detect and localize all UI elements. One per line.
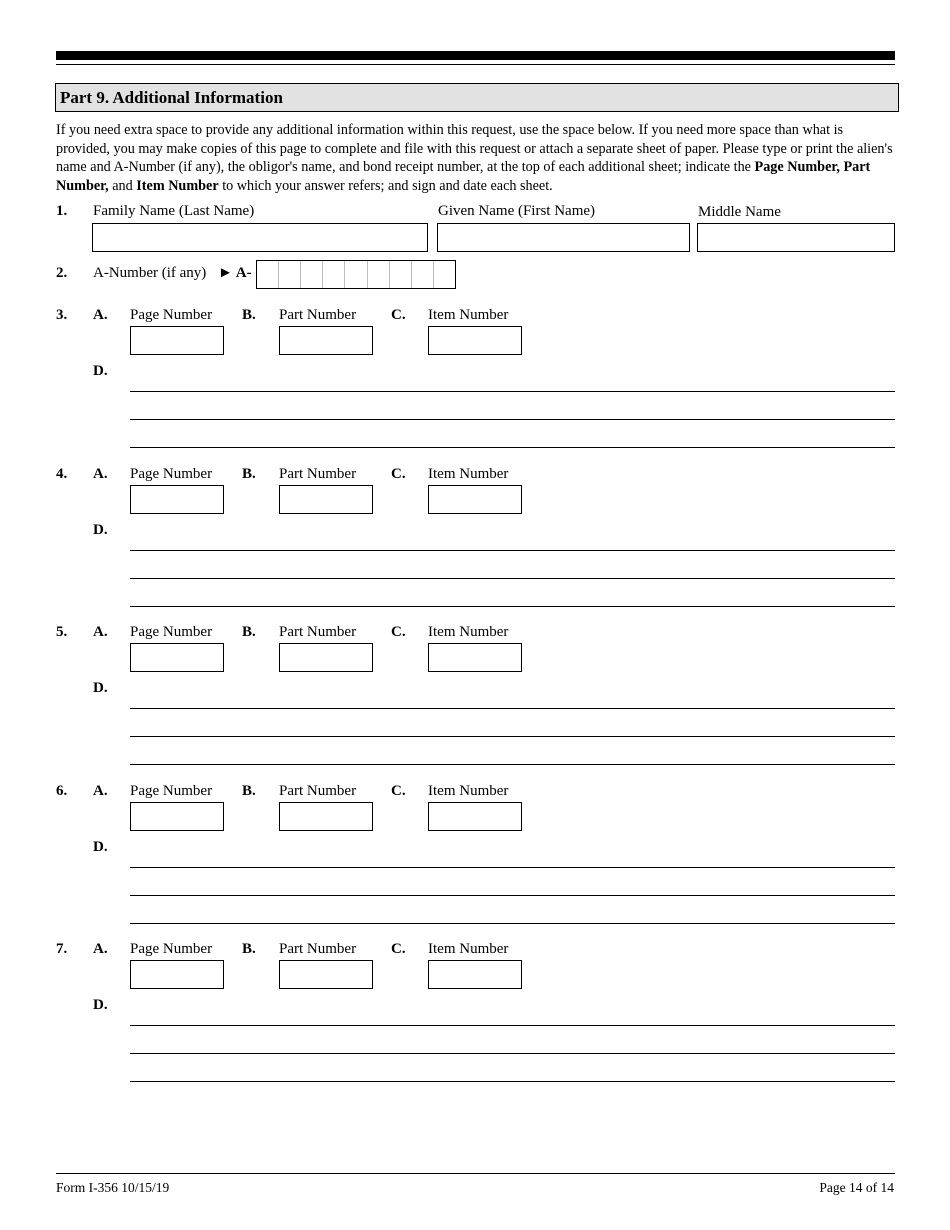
item-number-label: Item Number bbox=[428, 941, 509, 957]
page-number-field[interactable] bbox=[130, 960, 224, 989]
footer-rule bbox=[56, 1173, 895, 1174]
sub-c-label: C. bbox=[391, 941, 406, 957]
part-title: Part 9. Additional Information bbox=[60, 88, 283, 107]
page-number: Page 14 of 14 bbox=[819, 1180, 894, 1195]
form-id: Form I-356 10/15/19 bbox=[56, 1180, 170, 1195]
answer-line[interactable] bbox=[130, 1025, 895, 1026]
sub-c-label: C. bbox=[391, 624, 406, 640]
header-thick-rule bbox=[56, 51, 895, 60]
item-1-number: 1. bbox=[56, 203, 68, 219]
part-number-label: Part Number bbox=[279, 307, 357, 323]
page-number-label: Page Number bbox=[130, 466, 213, 482]
item-number-field[interactable] bbox=[428, 485, 522, 514]
part-number-field[interactable] bbox=[279, 802, 373, 831]
part-number-label: Part Number bbox=[279, 624, 357, 640]
sub-b-label: B. bbox=[242, 307, 256, 323]
part-9-header bbox=[55, 83, 899, 112]
item-number-label: Item Number bbox=[428, 624, 509, 640]
item-number: 3. bbox=[56, 307, 68, 323]
sub-b-label: B. bbox=[242, 624, 256, 640]
instructions-paragraph bbox=[56, 121, 898, 195]
sub-b-label: B. bbox=[242, 941, 256, 957]
intro-text-1: If you need extra space to provide any additional information within this request, use the space below. If you need more space than what is provided, you may make copies of this page to complete and file with this request or attach a separate sheet of paper. Please type or print the alien's name and A-Number (if any), the obligor's name, and bond receipt number, at the top of each additional sheet; indicate the bbox=[56, 122, 893, 175]
sub-a-label: A. bbox=[93, 466, 108, 482]
part-number-field[interactable] bbox=[279, 960, 373, 989]
a-number-cell bbox=[279, 261, 301, 288]
intro-bold-1: Page Number, Part Number, bbox=[56, 159, 871, 194]
family-name-label: Family Name (Last Name) bbox=[93, 203, 255, 219]
sub-c-label: C. bbox=[391, 466, 406, 482]
item-2-number: 2. bbox=[56, 265, 68, 281]
answer-line[interactable] bbox=[130, 923, 895, 924]
answer-line[interactable] bbox=[130, 736, 895, 737]
sub-c-label: C. bbox=[391, 307, 406, 323]
answer-line[interactable] bbox=[130, 419, 895, 420]
answer-line[interactable] bbox=[130, 708, 895, 709]
middle-name-field[interactable] bbox=[697, 223, 895, 252]
a-number-cell bbox=[301, 261, 323, 288]
item-number-field[interactable] bbox=[428, 643, 522, 672]
sub-d-label: D. bbox=[93, 680, 108, 696]
sub-a-label: A. bbox=[93, 624, 108, 640]
page-number-field[interactable] bbox=[130, 326, 224, 355]
item-number-field[interactable] bbox=[428, 802, 522, 831]
answer-line[interactable] bbox=[130, 578, 895, 579]
answer-line[interactable] bbox=[130, 764, 895, 765]
page-number-field[interactable] bbox=[130, 485, 224, 514]
answer-line[interactable] bbox=[130, 391, 895, 392]
sub-d-label: D. bbox=[93, 839, 108, 855]
page-number-field[interactable] bbox=[130, 643, 224, 672]
answer-line[interactable] bbox=[130, 447, 895, 448]
a-number-label: A-Number (if any) bbox=[93, 265, 207, 281]
a-number-cell bbox=[257, 261, 279, 288]
part-number-label: Part Number bbox=[279, 466, 357, 482]
sub-d-label: D. bbox=[93, 363, 108, 379]
item-number-field[interactable] bbox=[428, 960, 522, 989]
a-number-cell bbox=[412, 261, 434, 288]
item-number: 4. bbox=[56, 466, 68, 482]
part-number-field[interactable] bbox=[279, 485, 373, 514]
a-number-cell bbox=[368, 261, 390, 288]
item-number-label: Item Number bbox=[428, 466, 509, 482]
sub-a-label: A. bbox=[93, 307, 108, 323]
intro-text-3: to which your answer refers; and sign and date each sheet. bbox=[218, 177, 553, 194]
item-number: 6. bbox=[56, 783, 68, 799]
answer-line[interactable] bbox=[130, 1053, 895, 1054]
answer-line[interactable] bbox=[130, 550, 895, 551]
page-number-label: Page Number bbox=[130, 941, 213, 957]
header-thin-rule bbox=[56, 64, 895, 65]
item-number-label: Item Number bbox=[428, 307, 509, 323]
a-number-cell bbox=[434, 261, 455, 288]
a-number-field[interactable] bbox=[256, 260, 456, 289]
item-number: 7. bbox=[56, 941, 68, 957]
intro-text-2: and bbox=[108, 177, 137, 194]
answer-line[interactable] bbox=[130, 606, 895, 607]
given-name-field[interactable] bbox=[437, 223, 690, 252]
answer-line[interactable] bbox=[130, 867, 895, 868]
part-number-field[interactable] bbox=[279, 326, 373, 355]
a-number-cell bbox=[390, 261, 412, 288]
part-number-label: Part Number bbox=[279, 783, 357, 799]
a-number-cell bbox=[323, 261, 345, 288]
a-number-prefix: ► A- bbox=[218, 265, 252, 281]
item-number-field[interactable] bbox=[428, 326, 522, 355]
sub-b-label: B. bbox=[242, 783, 256, 799]
page-number-label: Page Number bbox=[130, 783, 213, 799]
page-number-label: Page Number bbox=[130, 624, 213, 640]
intro-bold-2: Item Number bbox=[136, 177, 219, 194]
part-number-label: Part Number bbox=[279, 941, 357, 957]
middle-name-label: Middle Name bbox=[698, 204, 781, 220]
page-number-field[interactable] bbox=[130, 802, 224, 831]
sub-a-label: A. bbox=[93, 941, 108, 957]
sub-b-label: B. bbox=[242, 466, 256, 482]
sub-d-label: D. bbox=[93, 997, 108, 1013]
sub-a-label: A. bbox=[93, 783, 108, 799]
item-number-label: Item Number bbox=[428, 783, 509, 799]
family-name-field[interactable] bbox=[92, 223, 428, 252]
page-number-label: Page Number bbox=[130, 307, 213, 323]
part-number-field[interactable] bbox=[279, 643, 373, 672]
item-number: 5. bbox=[56, 624, 68, 640]
sub-c-label: C. bbox=[391, 783, 406, 799]
answer-line[interactable] bbox=[130, 1081, 895, 1082]
a-number-cell bbox=[345, 261, 367, 288]
sub-d-label: D. bbox=[93, 522, 108, 538]
answer-line[interactable] bbox=[130, 895, 895, 896]
given-name-label: Given Name (First Name) bbox=[438, 203, 596, 219]
